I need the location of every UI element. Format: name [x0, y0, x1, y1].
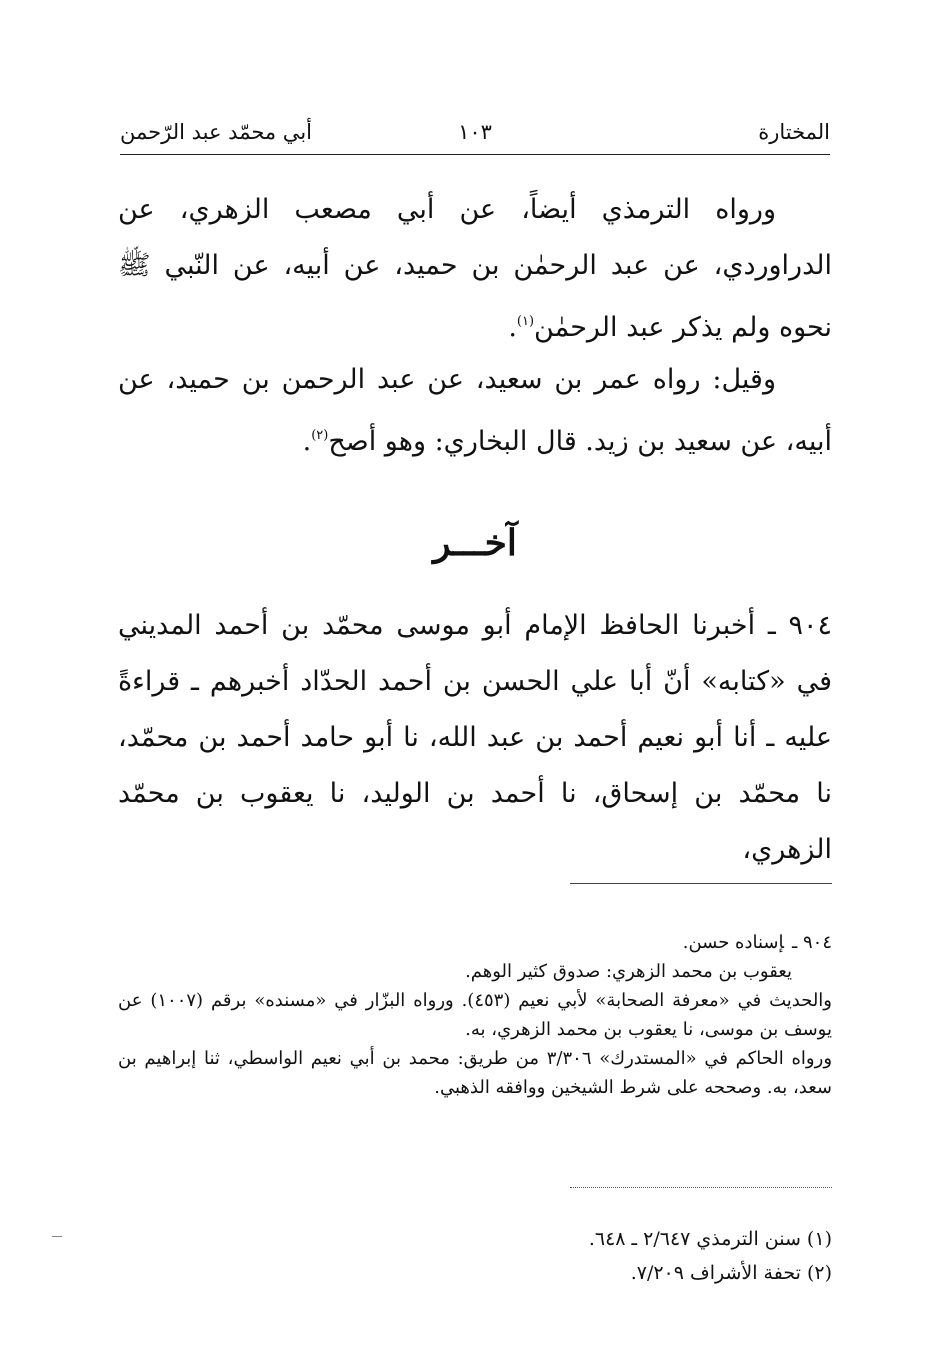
header-book-title: المختارة [758, 120, 830, 144]
paragraph-end: . [508, 312, 517, 343]
note-number: ٩٠٤ ـ [791, 932, 832, 953]
header-chapter-title: أبي محمّد عبد الرّحمن [120, 120, 312, 144]
note-line: ورواه الحاكم في «المستدرك» ٣/٣٠٦ من طريق: محمد بن أبي نعيم الواسطي، ثنا إبراهيم بن سعد، به. وصححه على شرط الشيخين ووافقه الذهبي. [118, 1048, 833, 1098]
hadith-notes [118, 928, 832, 1102]
footnote-ref-1: (١) [516, 314, 535, 329]
paragraph-text: ورواه الترمذي أيضاً، عن أبي مصعب الزهري، عن الدراوردي، عن عبد الرحمٰن بن حميد، عن أبيه، عن النّبي ﷺ نحوه ولم يذكر عبد الرحمٰن [118, 194, 832, 343]
notes-separator [570, 883, 832, 884]
footnotes-separator [570, 1187, 832, 1188]
paragraph-end: . [302, 426, 312, 457]
header-rule [120, 154, 830, 155]
hadith-904-text: ٩٠٤ ـ أخبرنا الحافظ الإمام أبو موسى محمّد بن أحمد المديني في «كتابه» أنّ أبا علي الحسن بن أحمد الحدّاد أخبرهم ـ قراءةً عليه ـ أنا أبو نعيم أحمد بن عبد الله، نا أبو حامد أحمد بن محمّد، نا محمّد بن إسحاق، نا أحمد بن الوليد، نا يعقوب بن محمّد الزهري، [118, 610, 832, 865]
running-header [120, 118, 830, 152]
footnote-1: (١) سنن الترمذي ٢/٦٤٧ ـ ٦٤٨. [588, 1228, 832, 1250]
scan-speck [52, 1236, 62, 1237]
note-line: والحديث في «معرفة الصحابة» لأبي نعيم (٤٥٣). ورواه البزّار في «مسنده» برقم (١٠٠٧) عن يوسف بن موسى، نا يعقوب بن محمد الزهري، به. [118, 990, 832, 1040]
note-line [118, 928, 832, 957]
paragraph-text: وقيل: رواه عمر بن سعيد، عن عبد الرحمن بن حميد، عن أبيه، عن سعيد بن زيد. قال البخاري: وهو أصح [118, 364, 832, 457]
page-number: ١٠٣ [458, 120, 492, 144]
section-title: آخـــر [433, 522, 517, 564]
paragraph-bukhari [118, 352, 832, 470]
footnotes [118, 1222, 832, 1290]
footnote-2: (٢) تحفة الأشراف ٧/٢٠٩. [630, 1262, 832, 1284]
paragraph-tirmidhi [118, 182, 832, 356]
note-isnad: إسناده حسن. [682, 932, 784, 953]
note-line: يعقوب بن محمد الزهري: صدوق كثير الوهم. [465, 961, 792, 982]
footnote-ref-2: (٢) [311, 428, 329, 443]
